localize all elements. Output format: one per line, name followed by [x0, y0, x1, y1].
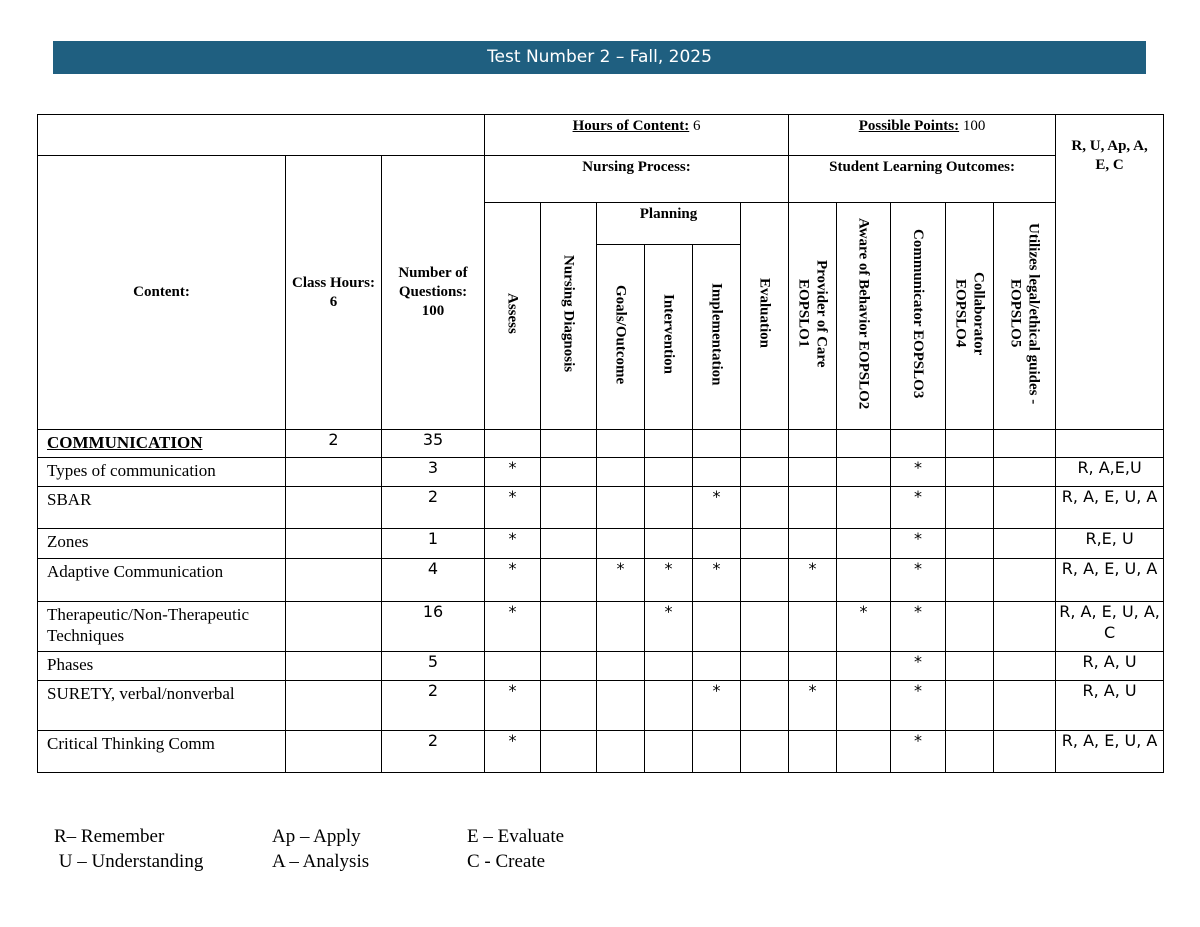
- empty-cell: [994, 430, 1056, 458]
- col-evaluation-cell: [741, 203, 789, 430]
- content-rows: [38, 458, 1164, 773]
- row-nursing-diagnosis: [541, 529, 597, 559]
- row-questions: 2: [382, 681, 485, 731]
- row-eopslo2: *: [837, 602, 891, 652]
- row-eopslo5: [994, 487, 1056, 529]
- row-eopslo3: *: [891, 731, 946, 773]
- col-assess: Assess: [504, 292, 521, 334]
- row-eopslo2: [837, 529, 891, 559]
- empty-cell: [946, 430, 994, 458]
- header-row-2: [38, 156, 1164, 203]
- row-hours: [286, 731, 382, 773]
- row-implementation: *: [693, 487, 741, 529]
- row-implementation: [693, 652, 741, 681]
- legend-col-2: [272, 824, 369, 874]
- row-hours: [286, 559, 382, 602]
- row-intervention: [645, 458, 693, 487]
- row-implementation: *: [693, 559, 741, 602]
- num-questions-header-cell: [382, 156, 485, 430]
- row-implementation: *: [693, 681, 741, 731]
- row-intervention: [645, 731, 693, 773]
- row-nursing-diagnosis: [541, 652, 597, 681]
- possible-points-cell: [789, 115, 1056, 156]
- row-assess: *: [485, 559, 541, 602]
- content-label: Content:: [133, 284, 190, 301]
- col-eopslo2: Aware of Behavior EOPSLO2: [855, 217, 872, 409]
- row-eopslo4: [946, 529, 994, 559]
- section-name-cell: [38, 430, 286, 458]
- row-eopslo2: [837, 731, 891, 773]
- row-eopslo2: [837, 487, 891, 529]
- section-hours: 2: [286, 430, 382, 458]
- row-eopslo4: [946, 681, 994, 731]
- row-assess: *: [485, 487, 541, 529]
- empty-cell: [741, 430, 789, 458]
- row-eopslo4: [946, 652, 994, 681]
- col-eopslo1: Provider of Care EOPSLO1: [795, 259, 830, 368]
- empty-cell: [645, 430, 693, 458]
- row-eopslo4: [946, 602, 994, 652]
- empty-cell: [541, 430, 597, 458]
- row-questions: 3: [382, 458, 485, 487]
- row-intervention: *: [645, 559, 693, 602]
- row-implementation: [693, 529, 741, 559]
- row-eopslo4: [946, 487, 994, 529]
- row-assess: *: [485, 602, 541, 652]
- class-hours-header-cell: [286, 156, 382, 430]
- section-row: [38, 430, 1164, 458]
- levels-header-cell: [1056, 115, 1164, 430]
- col-eopslo3-cell: [891, 203, 946, 430]
- hours-of-content-cell: [485, 115, 789, 156]
- empty-cell: [1056, 430, 1164, 458]
- section-questions: 35: [382, 430, 485, 458]
- row-eopslo1: *: [789, 681, 837, 731]
- row-evaluation: [741, 487, 789, 529]
- row-implementation: [693, 602, 741, 652]
- row-eopslo1: [789, 487, 837, 529]
- row-eopslo5: [994, 731, 1056, 773]
- row-eopslo2: [837, 458, 891, 487]
- row-eopslo1: [789, 602, 837, 652]
- row-eopslo5: [994, 652, 1056, 681]
- row-eopslo4: [946, 731, 994, 773]
- col-intervention-cell: [645, 245, 693, 430]
- row-goals: [597, 602, 645, 652]
- col-eopslo2-cell: [837, 203, 891, 430]
- col-goals-outcome-cell: [597, 245, 645, 430]
- row-eopslo2: [837, 681, 891, 731]
- row-questions: 2: [382, 487, 485, 529]
- row-nursing-diagnosis: [541, 559, 597, 602]
- empty-cell: [597, 430, 645, 458]
- row-hours: [286, 487, 382, 529]
- row-eopslo3: *: [891, 652, 946, 681]
- table-row: [38, 652, 1164, 681]
- row-goals: [597, 681, 645, 731]
- col-goals-outcome: Goals/Outcome: [612, 284, 629, 384]
- num-questions-value: 100: [421, 302, 445, 319]
- row-nursing-diagnosis: [541, 681, 597, 731]
- legend-item: E – Evaluate: [467, 826, 565, 847]
- row-intervention: *: [645, 602, 693, 652]
- row-eopslo5: [994, 458, 1056, 487]
- slo-label: Student Learning Outcomes:: [829, 159, 1015, 175]
- row-nursing-diagnosis: [541, 487, 597, 529]
- row-eopslo5: [994, 529, 1056, 559]
- row-eopslo3: *: [891, 681, 946, 731]
- class-hours-label: Class Hours:: [292, 274, 375, 291]
- row-goals: [597, 458, 645, 487]
- content-header-cell: [38, 156, 286, 430]
- row-questions: 2: [382, 731, 485, 773]
- empty-cell: [837, 430, 891, 458]
- row-goals: [597, 652, 645, 681]
- page-title: Test Number 2 – Fall, 2025: [487, 47, 712, 67]
- test-blueprint-table: [37, 114, 1164, 773]
- col-nursing-diagnosis: Nursing Diagnosis: [560, 254, 577, 372]
- row-goals: [597, 731, 645, 773]
- row-levels: R, A, E, U, A, C: [1056, 602, 1164, 652]
- row-questions: 1: [382, 529, 485, 559]
- col-evaluation: Evaluation: [756, 278, 773, 349]
- row-evaluation: [741, 559, 789, 602]
- col-intervention: Intervention: [660, 294, 677, 375]
- slo-cell: [789, 156, 1056, 203]
- col-eopslo5: Utilizes legal/ethical guides - EOPSLO5: [1007, 222, 1042, 404]
- row-hours: [286, 602, 382, 652]
- row-levels: R, A, U: [1056, 652, 1164, 681]
- row-eopslo1: [789, 529, 837, 559]
- row-content: SURETY, verbal/nonverbal: [38, 681, 286, 731]
- levels-header: R, U, Ap, A, E, C: [1071, 138, 1148, 173]
- empty-cell: [891, 430, 946, 458]
- col-implementation-cell: [693, 245, 741, 430]
- row-nursing-diagnosis: [541, 602, 597, 652]
- hours-of-content-value: 6: [689, 118, 701, 134]
- row-evaluation: [741, 731, 789, 773]
- row-levels: R, A,E,U: [1056, 458, 1164, 487]
- row-content: Types of communication: [38, 458, 286, 487]
- legend-item: R– Remember: [54, 826, 165, 847]
- row-eopslo5: [994, 559, 1056, 602]
- row-eopslo2: [837, 652, 891, 681]
- row-content: Zones: [38, 529, 286, 559]
- row-eopslo1: [789, 652, 837, 681]
- row-intervention: [645, 487, 693, 529]
- row-eopslo3: *: [891, 529, 946, 559]
- row-implementation: [693, 731, 741, 773]
- nursing-process-cell: [485, 156, 789, 203]
- col-nursing-diagnosis-cell: [541, 203, 597, 430]
- row-eopslo2: [837, 559, 891, 602]
- row-levels: R, A, E, U, A: [1056, 731, 1164, 773]
- row-eopslo1: [789, 458, 837, 487]
- row-evaluation: [741, 529, 789, 559]
- row-eopslo1: [789, 731, 837, 773]
- row-implementation: [693, 458, 741, 487]
- col-eopslo4: Collaborator EOPSLO4: [952, 271, 987, 356]
- row-eopslo4: [946, 559, 994, 602]
- possible-points-value: 100: [959, 118, 986, 134]
- legend-item: U – Understanding: [54, 851, 204, 872]
- row-eopslo5: [994, 602, 1056, 652]
- row-intervention: [645, 681, 693, 731]
- row-goals: *: [597, 559, 645, 602]
- col-implementation: Implementation: [708, 283, 725, 386]
- col-eopslo5-cell: [994, 203, 1056, 430]
- col-eopslo1-cell: [789, 203, 837, 430]
- row-eopslo3: *: [891, 487, 946, 529]
- row-evaluation: [741, 602, 789, 652]
- row-levels: R, A, E, U, A: [1056, 559, 1164, 602]
- section-name: COMMUNICATION: [47, 433, 203, 452]
- row-intervention: [645, 529, 693, 559]
- table-row: [38, 458, 1164, 487]
- blank-header-cell: [38, 115, 485, 156]
- planning-label: Planning: [639, 206, 698, 222]
- row-levels: R, A, E, U, A: [1056, 487, 1164, 529]
- row-assess: *: [485, 681, 541, 731]
- col-assess-cell: [485, 203, 541, 430]
- num-questions-label: Number of Questions:: [398, 265, 468, 301]
- row-levels: R,E, U: [1056, 529, 1164, 559]
- row-questions: 4: [382, 559, 485, 602]
- empty-cell: [789, 430, 837, 458]
- row-hours: [286, 458, 382, 487]
- row-intervention: [645, 652, 693, 681]
- header-row-1: [38, 115, 1164, 156]
- row-eopslo3: *: [891, 458, 946, 487]
- legend-item: C - Create: [467, 851, 546, 872]
- table-row: [38, 529, 1164, 559]
- col-eopslo4-cell: [946, 203, 994, 430]
- row-evaluation: [741, 652, 789, 681]
- row-content: Adaptive Communication: [38, 559, 286, 602]
- row-assess: *: [485, 458, 541, 487]
- legend-item: Ap – Apply: [272, 826, 361, 847]
- row-eopslo1: *: [789, 559, 837, 602]
- legend-col-3: [467, 824, 564, 874]
- row-questions: 5: [382, 652, 485, 681]
- table-row: [38, 559, 1164, 602]
- empty-cell: [693, 430, 741, 458]
- row-levels: R, A, U: [1056, 681, 1164, 731]
- row-eopslo5: [994, 681, 1056, 731]
- row-evaluation: [741, 458, 789, 487]
- row-content: Therapeutic/Non-Therapeutic Techniques: [38, 602, 286, 652]
- page-title-banner: [53, 41, 1146, 74]
- row-nursing-diagnosis: [541, 731, 597, 773]
- row-content: SBAR: [38, 487, 286, 529]
- row-eopslo3: *: [891, 602, 946, 652]
- col-eopslo3: Communicator EOPSLO3: [910, 228, 927, 399]
- possible-points-label: Possible Points:: [858, 118, 960, 134]
- table-row: [38, 487, 1164, 529]
- class-hours-value: 6: [329, 293, 338, 310]
- empty-cell: [485, 430, 541, 458]
- row-content: Critical Thinking Comm: [38, 731, 286, 773]
- table-row: [38, 731, 1164, 773]
- table-row: [38, 681, 1164, 731]
- hours-of-content-label: Hours of Content:: [572, 118, 690, 134]
- row-goals: [597, 487, 645, 529]
- row-assess: *: [485, 731, 541, 773]
- legend-item: A – Analysis: [272, 851, 370, 872]
- legend-col-1: [54, 824, 203, 874]
- row-nursing-diagnosis: [541, 458, 597, 487]
- nursing-process-label: Nursing Process:: [582, 159, 691, 175]
- table-row: [38, 602, 1164, 652]
- row-evaluation: [741, 681, 789, 731]
- row-assess: *: [485, 529, 541, 559]
- row-hours: [286, 681, 382, 731]
- row-eopslo3: *: [891, 559, 946, 602]
- row-assess: [485, 652, 541, 681]
- row-questions: 16: [382, 602, 485, 652]
- row-hours: [286, 652, 382, 681]
- row-content: Phases: [38, 652, 286, 681]
- row-hours: [286, 529, 382, 559]
- planning-cell: [597, 203, 741, 245]
- row-eopslo4: [946, 458, 994, 487]
- row-goals: [597, 529, 645, 559]
